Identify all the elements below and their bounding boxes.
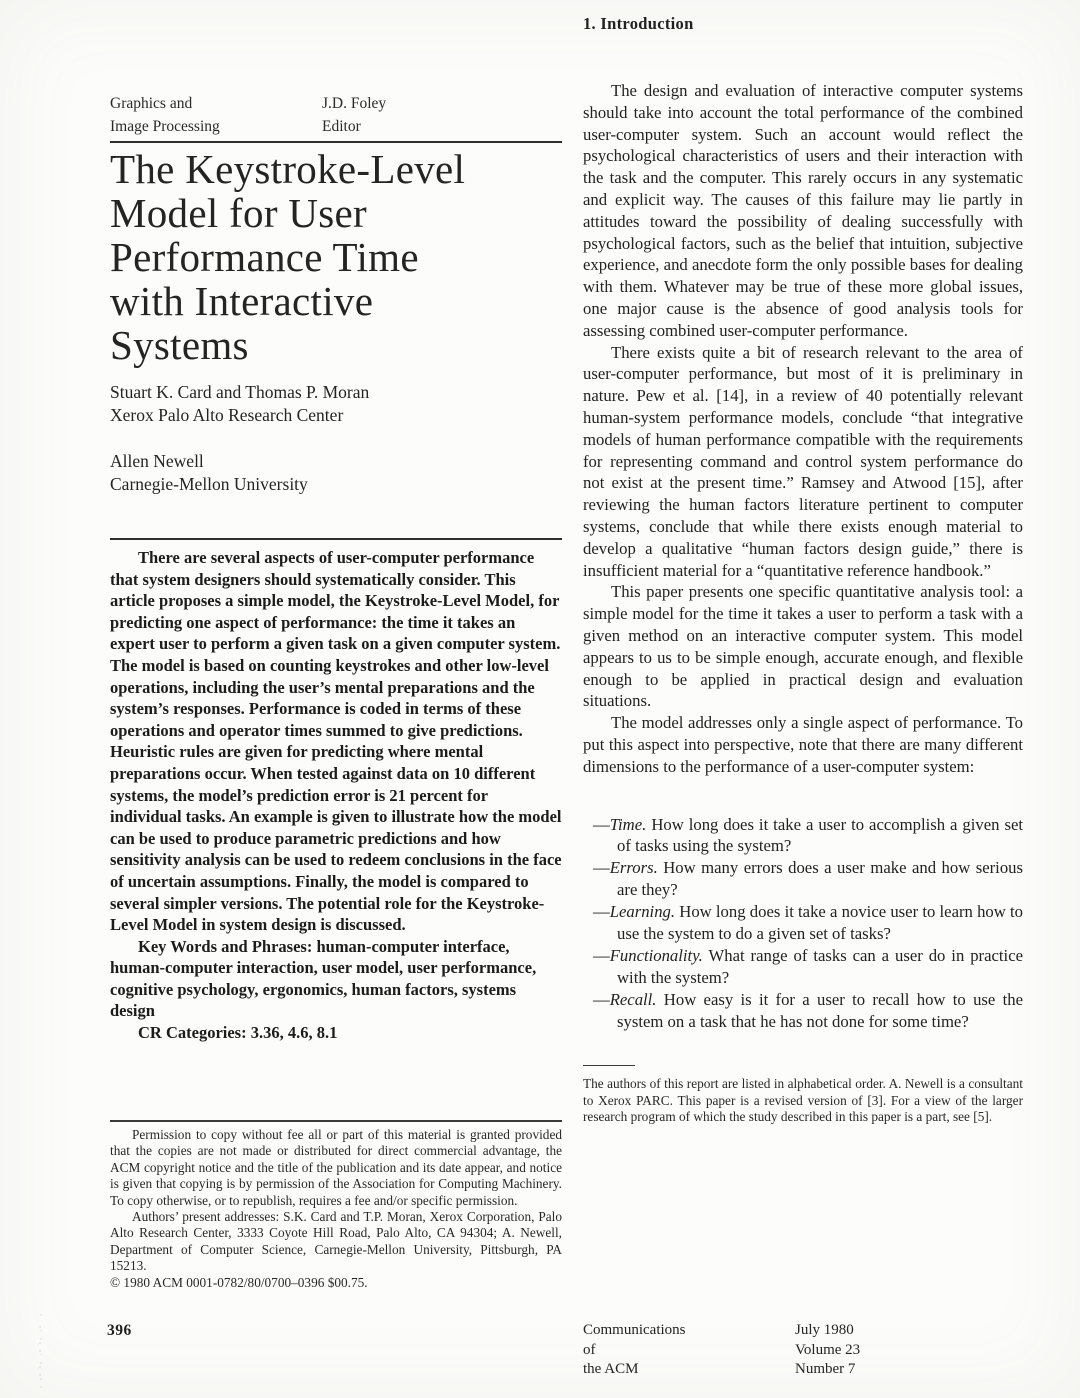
- list-item: [593, 901, 1023, 945]
- body-paragraph: There exists quite a bit of research relevant to the area of user-computer performance, but most of it is preliminary in nature. Pew et al. [14], in a review of 40 potentially relevant human-system performance models, conclude “that integrative models of human performance compatible with the requirements for representing command and control system performance do not exist at the present time.” Ramsey and Atwood [15], after reviewing the human factors literature pertinent to computer systems, conclude that while there exists enough material to develop a qualitative “human factors design guide,” there is insufficient material for a “quantitative reference handbook.”: [583, 342, 1023, 580]
- author-block: [110, 381, 369, 426]
- left-footnote: [110, 1127, 562, 1291]
- title-line: The Keystroke-Level: [110, 146, 466, 192]
- title-line: Model for User: [110, 190, 367, 236]
- list-item-text: How many errors does a user make and how serious are they?: [617, 858, 1024, 900]
- abstract-paragraph: There are several aspects of user-computer performance that system designers should systematically consider. This article proposes a simple model, the Keystroke-Level Model, for predicting one aspect of performance: the time it takes an expert user to perform a given task on a given computer system. The model is based on counting keystrokes and other low-level operations, including the user’s mental preparations and the system’s responses. Performance is coded in terms of these operations and operator times summed to give predictions. Heuristic rules are given for predicting where mental preparations occur. When tested against data on 10 different systems, the model’s prediction error is 21 percent for individual tasks. An example is given to illustrate how the model can be used to produce parametric predictions and how sensitivity analysis can be used to redeem conclusions in the face of uncertain assumptions. Finally, the model is compared to several simpler versions. The potential role for the Keystroke-Level Model in system design is discussed.: [110, 548, 562, 935]
- footer-journal-name: [583, 1321, 686, 1380]
- abstract: [110, 547, 562, 1044]
- footer-journal-line: Communications: [583, 1322, 686, 1338]
- body-paragraph: The design and evaluation of interactive computer systems should take into account the total performance of the combined user-computer system. Such an account would reflect the psychological characteristics of users and their interaction with the task and the computer. This rarely occurs in any systematic and explicit way. The causes of this failure may lie partly in attitudes toward the possibility of dealing successfully with psychological factors, such as the belief that intuition, subjective experience, and anecdote form the only possible bases for dealing with them. Whatever may be true of these more global issues, one major cause is the absence of good analysis tools for assessing combined user-computer performance.: [583, 81, 1023, 340]
- title-line: with Interactive: [110, 278, 374, 324]
- list-item: [593, 989, 1023, 1033]
- masthead-section-line2: Image Processing: [110, 118, 220, 135]
- page-number: 396: [107, 1322, 132, 1339]
- list-item-text: How easy is it for a user to recall how to use the system on a task that he has not done for some time?: [617, 989, 1024, 1031]
- editor-name: J.D. Foley: [322, 95, 387, 112]
- cr-categories: CR Categories: 3.36, 4.6, 8.1: [138, 1023, 338, 1043]
- list-item-text: How long does it take a user to accomplish a given set of tasks using the system?: [617, 814, 1023, 856]
- performance-dimension-list: [583, 814, 1023, 1033]
- article-title: [110, 147, 465, 367]
- dash-marker: —: [593, 989, 610, 1009]
- list-item-term: Functionality.: [609, 945, 703, 965]
- footer-journal-line: of: [583, 1341, 596, 1358]
- author-affiliation: Carnegie-Mellon University: [110, 473, 308, 494]
- dash-marker: —: [593, 902, 610, 922]
- list-item-term: Time.: [609, 814, 647, 834]
- title-rule: [110, 141, 562, 143]
- scan-artifact-mark: [34, 1312, 48, 1392]
- list-item-term: Recall.: [609, 989, 657, 1009]
- author-names: Allen Newell: [110, 451, 204, 471]
- keywords: Key Words and Phrases: human-computer interface, human-computer interaction, user model, user performance, cognitive psychology, ergonomics, human factors, systems design: [110, 936, 537, 1021]
- footer-issue-info: [795, 1321, 860, 1380]
- dash-marker: —: [593, 814, 610, 834]
- footer-issue-line: Number 7: [795, 1361, 856, 1377]
- author-affiliation: Xerox Palo Alto Research Center: [110, 404, 344, 425]
- editor-title: Editor: [322, 118, 361, 135]
- author-block: [110, 450, 308, 495]
- dash-marker: —: [593, 858, 610, 878]
- title-line: Performance Time: [110, 234, 419, 280]
- copyright-line: © 1980 ACM 0001-0782/80/0700–0396 $00.75.: [110, 1274, 368, 1290]
- section-heading-introduction: 1. Introduction: [583, 14, 694, 33]
- permission-notice: Permission to copy without fee all or part of this material is granted provided that the copies are not made or distributed for direct commercial advantage, the ACM copyright notice and the title of the publication and its date appear, and notice is given that copying is by permission of the Association for Computing Machinery. To copy otherwise, or to republish, requires a fee and/or specific permission.: [110, 1127, 562, 1208]
- dash-marker: —: [593, 945, 610, 965]
- body-text: [583, 80, 1023, 778]
- footer-issue-line: Volume 23: [795, 1341, 861, 1358]
- masthead-editor: [322, 92, 562, 138]
- author-names: Stuart K. Card and Thomas P. Moran: [110, 382, 370, 402]
- left-column: [107, 0, 562, 1398]
- author-addresses: Authors’ present addresses: S.K. Card and T.P. Moran, Xerox Corporation, Palo Alto Research Center, 3333 Coyote Hill Road, Palo Alto, CA 94304; A. Newell, Department of Computer Science, Carnegie-Mellon University, Pittsburgh, PA 15213.: [110, 1209, 562, 1274]
- masthead: [110, 92, 562, 138]
- body-paragraph: This paper presents one specific quantitative analysis tool: a simple model for the time it takes a user to perform a task with a given method on an interactive computer system. This model appears to us to be simple enough, accurate enough, and flexible enough to be applied in practical design and evaluation situations.: [583, 582, 1023, 711]
- right-column: [583, 14, 1023, 1126]
- right-footnote: The authors of this report are listed in alphabetical order. A. Newell is a consultant to Xerox PARC. This paper is a revised version of [3]. For a view of the larger research program of which the study described in this paper is a part, see [5].: [583, 1076, 1023, 1125]
- list-item: [593, 814, 1023, 858]
- footnote-rule-right: [583, 1065, 635, 1067]
- list-item-term: Errors.: [609, 858, 658, 878]
- footnote-rule-left: [110, 1120, 562, 1122]
- list-item-term: Learning.: [609, 902, 676, 922]
- footer-issue-line: July 1980: [795, 1322, 854, 1338]
- list-item-text: How long does it take a novice user to learn how to use the system to do a given set of tasks?: [617, 902, 1023, 944]
- footer-journal-line: the ACM: [583, 1361, 639, 1377]
- list-item: [593, 945, 1023, 989]
- list-item: [593, 857, 1023, 901]
- body-paragraph: The model addresses only a single aspect of performance. To put this aspect into perspective, note that there are many different dimensions to the performance of a user-computer system:: [583, 713, 1023, 776]
- list-item-text: What range of tasks can a user do in practice with the system?: [617, 945, 1024, 987]
- title-line: Systems: [110, 322, 249, 368]
- masthead-section-line1: Graphics and: [110, 95, 193, 112]
- abstract-rule: [110, 538, 562, 540]
- masthead-section: [110, 92, 322, 138]
